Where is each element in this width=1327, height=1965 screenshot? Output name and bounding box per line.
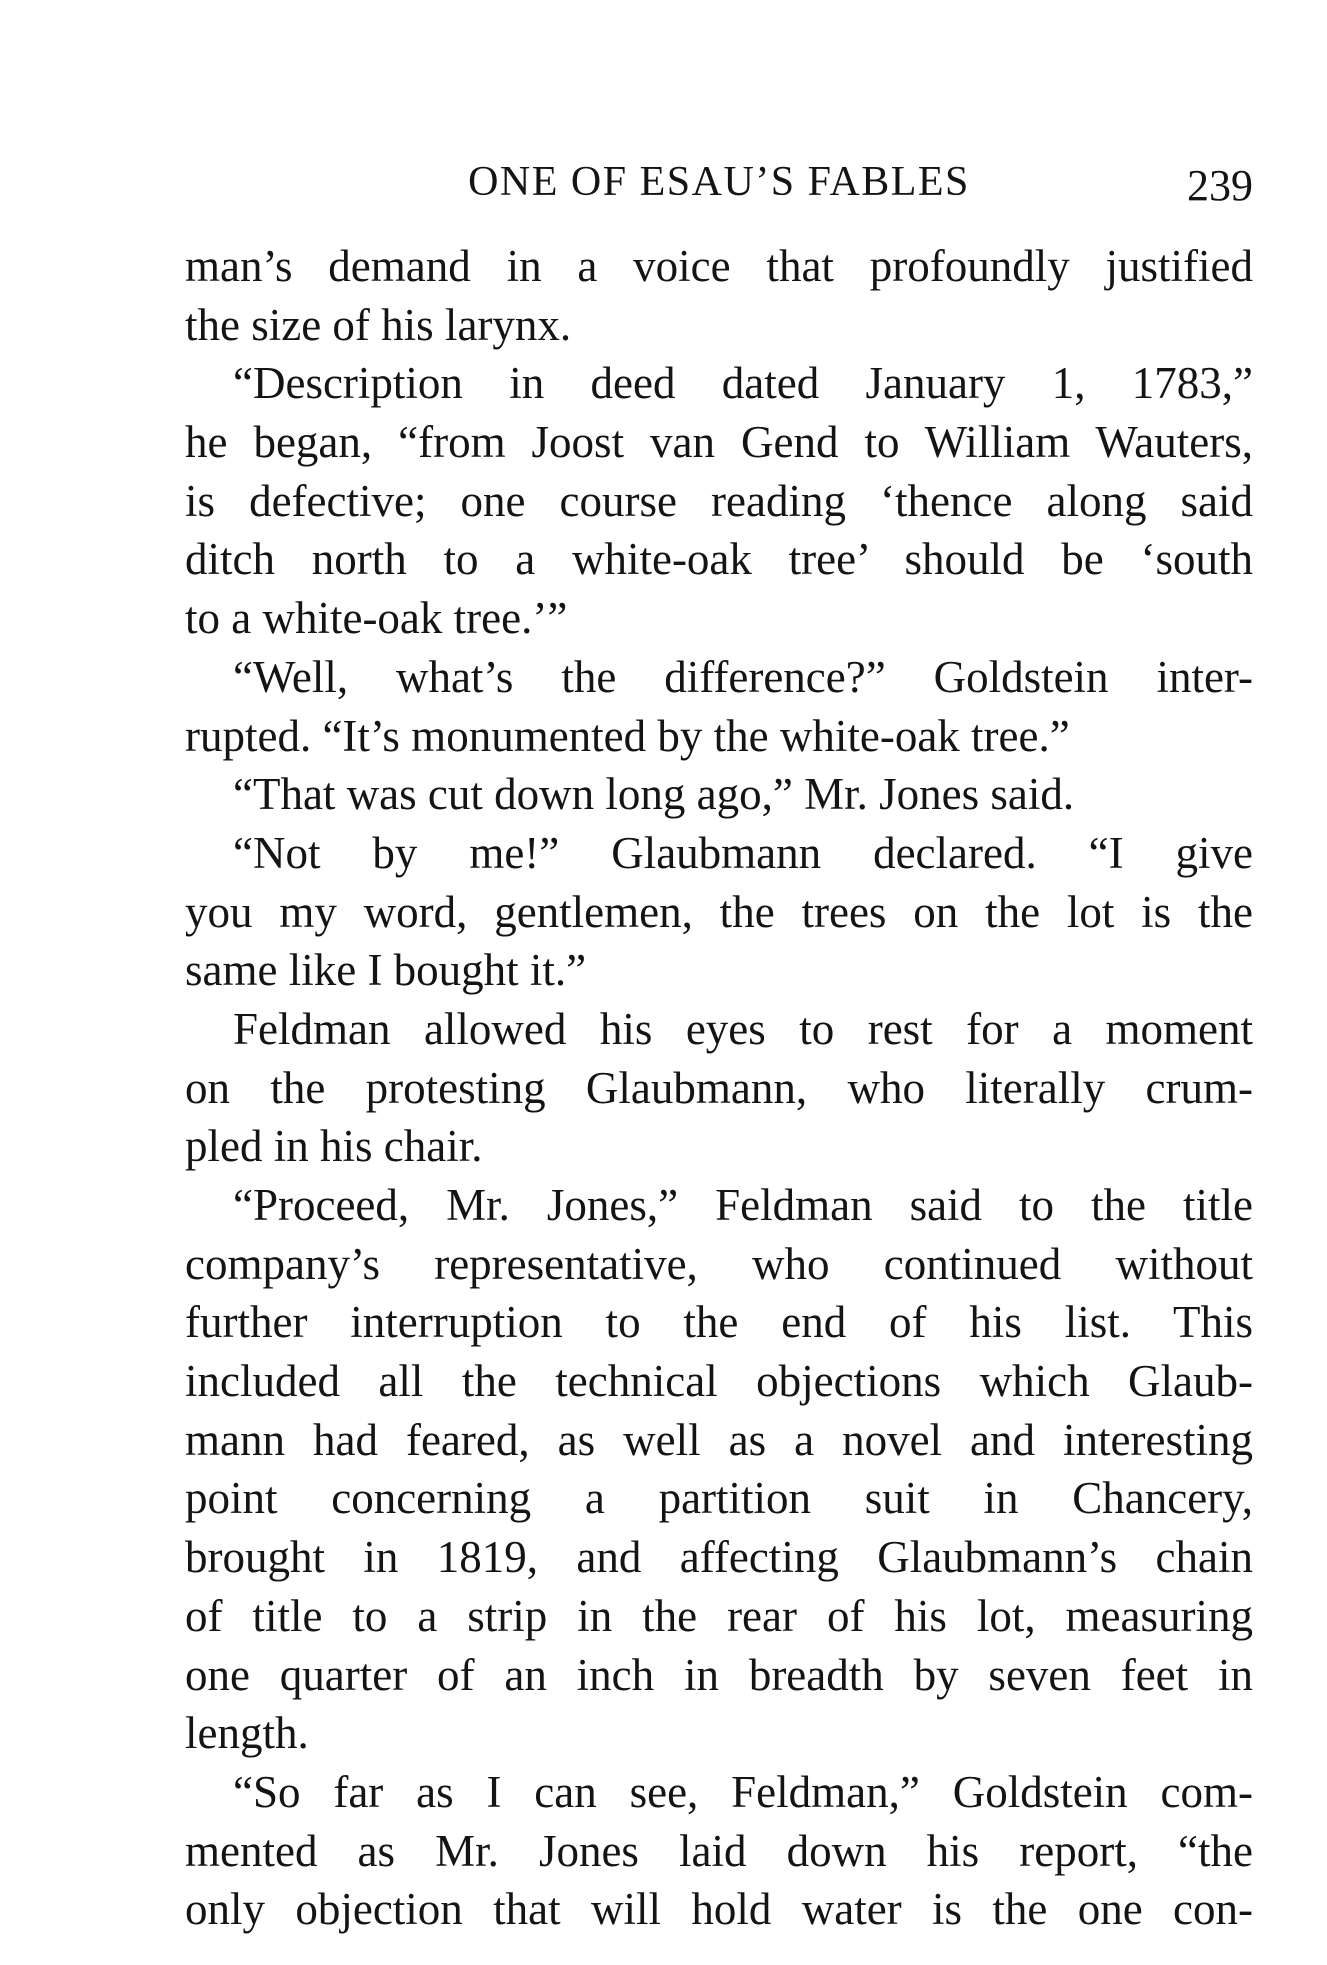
text-line: point concerning a partition suit in Chancery, [185,1473,1253,1524]
text-line: included all the technical objections which Glaub- [185,1356,1253,1407]
page-number: 239 [1187,161,1253,210]
text-line: you my word, gentlemen, the trees on the lot is the [185,886,1253,937]
text-line: is defective; one course reading ‘thence along said [185,475,1253,526]
text-line: further interruption to the end of his list. This [185,1297,1253,1348]
text-line: pled in his chair. [185,1121,483,1172]
text-line: company’s representative, who continued without [185,1238,1253,1289]
text-line: mented as Mr. Jones laid down his report, “the [185,1825,1253,1876]
text-line: “Not by me!” Glaubmann declared. “I give [233,827,1253,878]
text-line: “That was cut down long ago,” Mr. Jones said. [233,769,1075,820]
body-text [185,237,1253,1939]
text-line: Feldman allowed his eyes to rest for a moment [233,1003,1253,1054]
running-title: ONE OF ESAU’S FABLES [468,159,970,205]
text-line: only objection that will hold water is the one con- [185,1884,1253,1935]
text-line: “Well, what’s the difference?” Goldstein inter- [233,651,1253,702]
text-line: “So far as I can see, Feldman,” Goldstein com- [233,1766,1253,1817]
text-line: mann had feared, as well as a novel and interesting [185,1414,1253,1465]
text-line: “Proceed, Mr. Jones,” Feldman said to the title [233,1180,1253,1230]
text-line: rupted. “It’s monumented by the white-oak tree.” [185,710,1070,761]
text-line: one quarter of an inch in breadth by seven feet in [185,1649,1253,1700]
text-line: brought in 1819, and affecting Glaubmann’s chain [185,1532,1253,1583]
text-line: to a white-oak tree.’” [185,593,568,644]
text-line: length. [185,1708,309,1759]
text-line: the size of his larynx. [185,299,572,350]
text-line: same like I bought it.” [185,945,587,996]
running-head [185,150,1253,220]
text-line: “Description in deed dated January 1, 1783,” [233,358,1253,409]
text-line: man’s demand in a voice that profoundly justified [185,241,1253,291]
text-line: on the protesting Glaubmann, who literally crum- [185,1062,1253,1113]
text-line: of title to a strip in the rear of his lot, measuring [185,1590,1253,1641]
text-line: ditch north to a white-oak tree’ should be ‘south [185,534,1253,585]
text-line: he began, “from Joost van Gend to William Wauters, [185,417,1253,468]
